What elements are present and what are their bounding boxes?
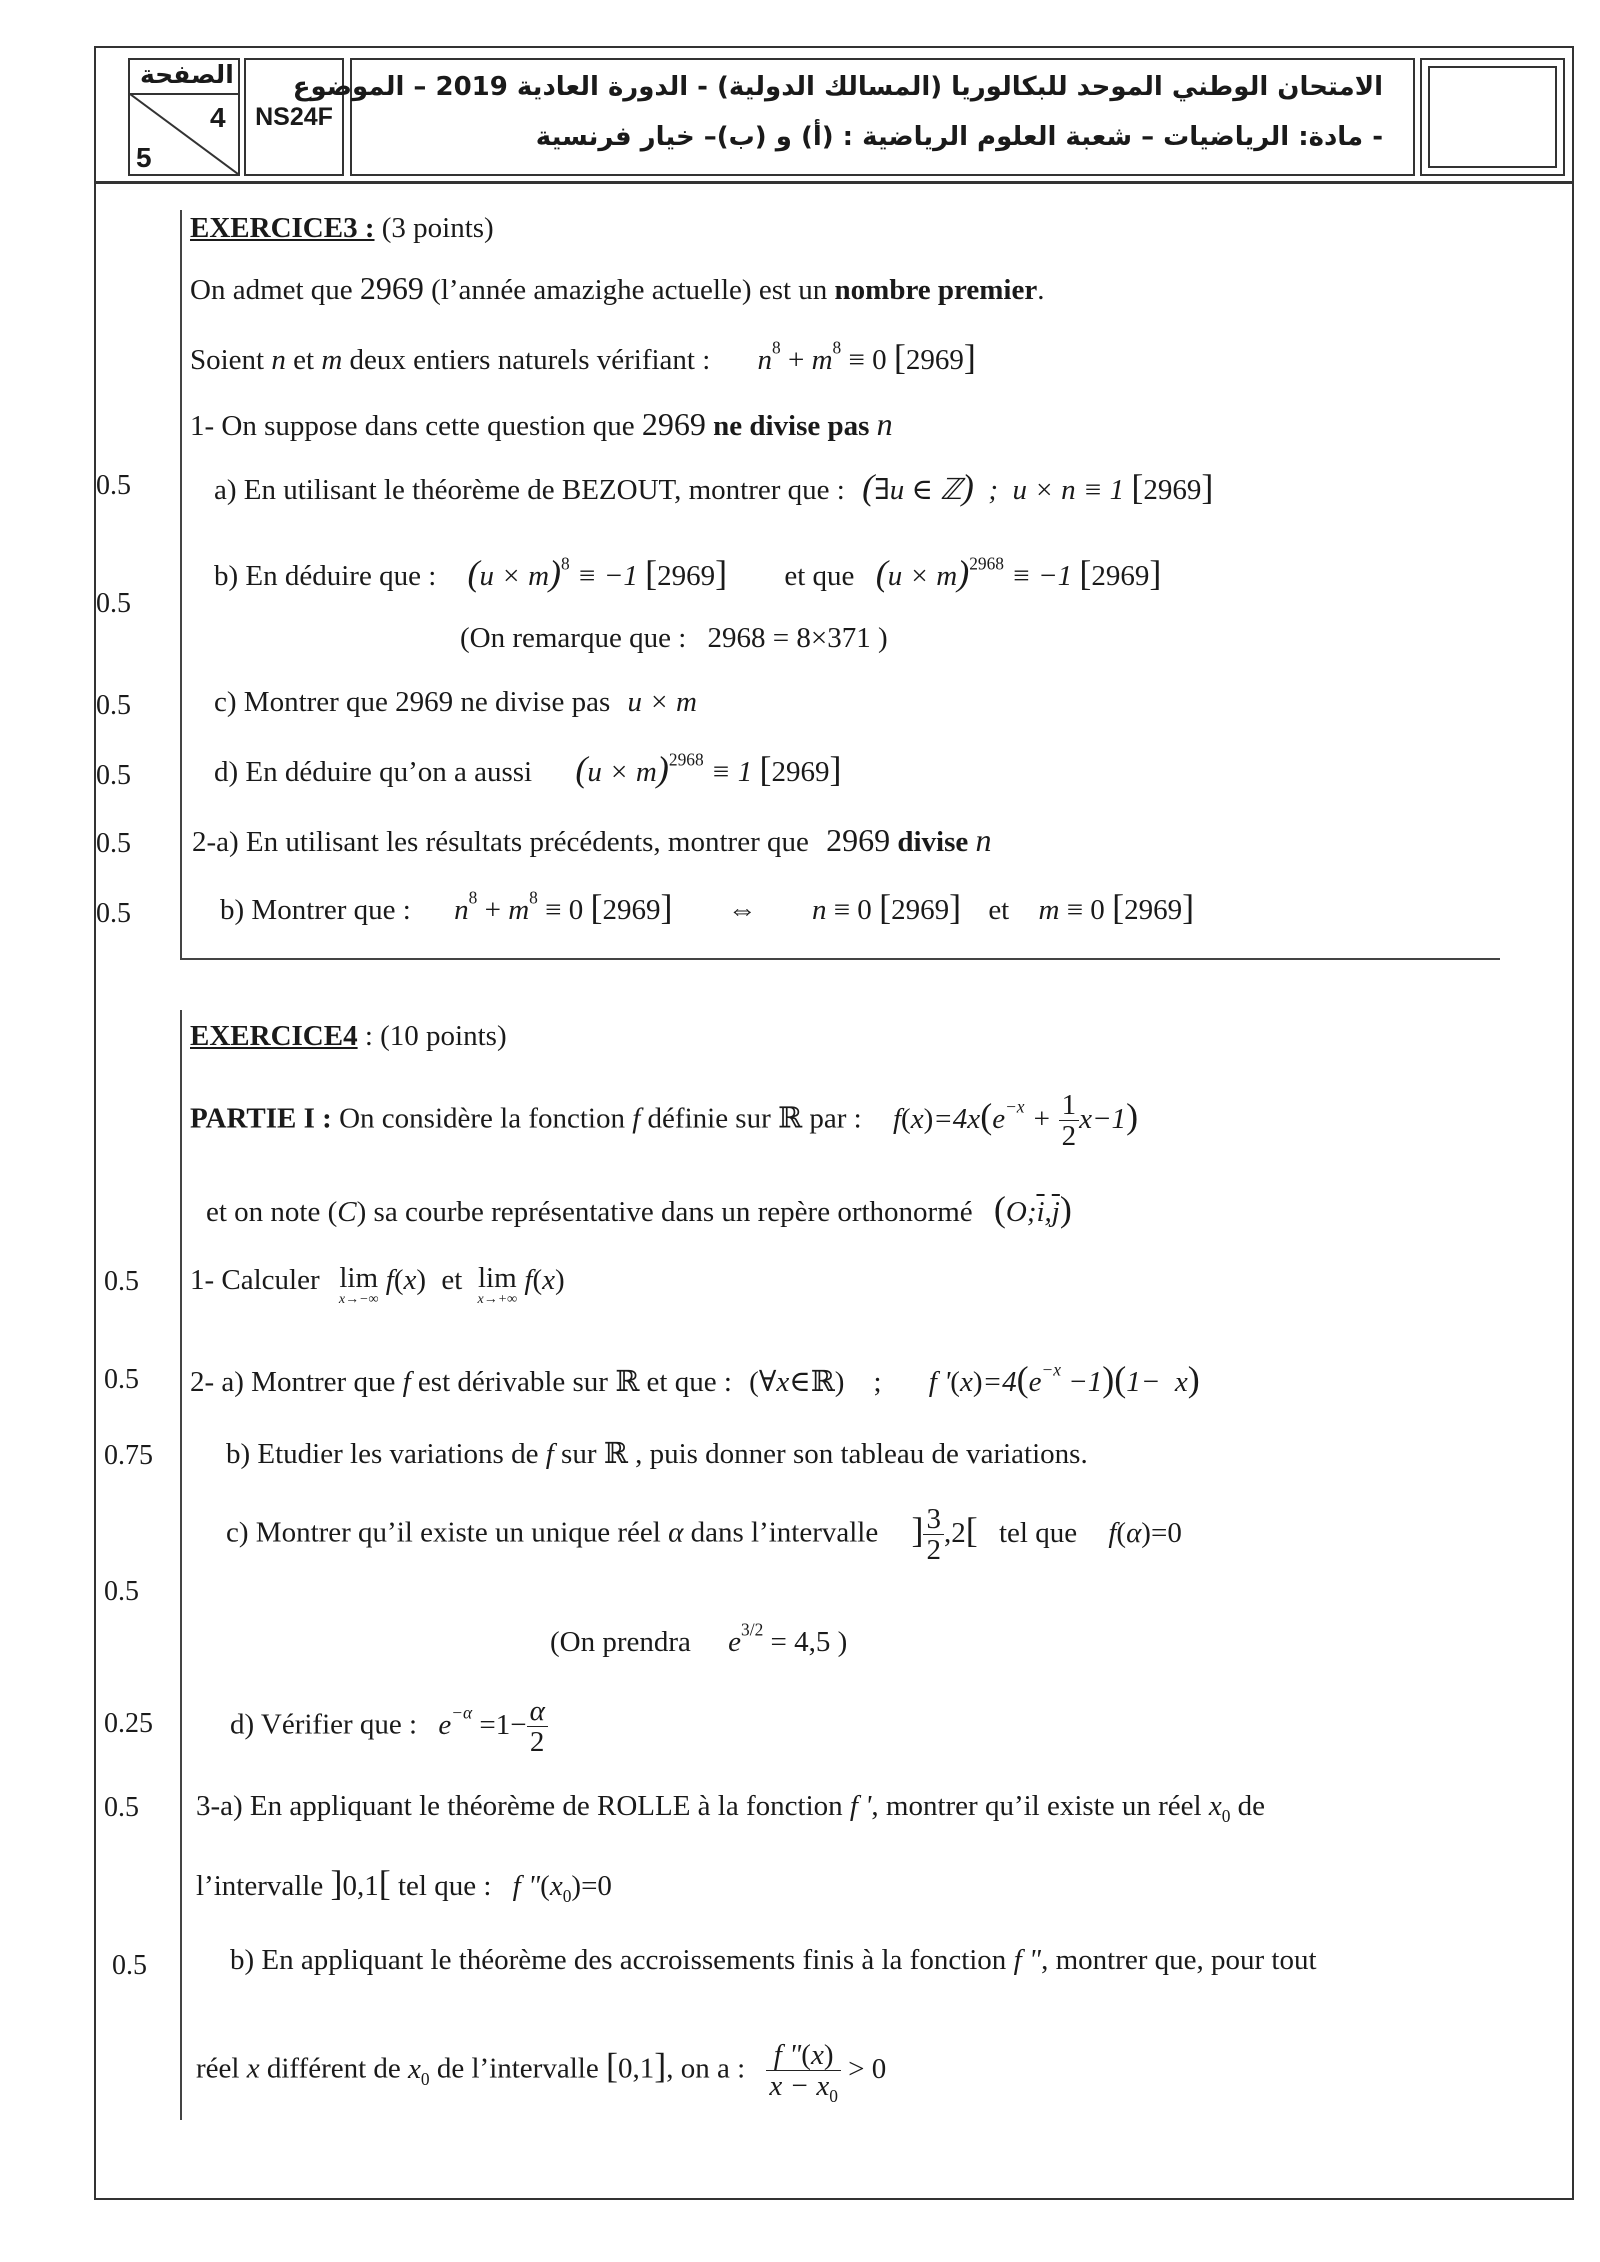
ex3-points-2b: 0.5 [96, 898, 131, 929]
ex4-points-2c: 0.5 [104, 1576, 139, 1607]
ex3-q1: 1- On suppose dans cette question que 2969 ne divise pas n [190, 406, 893, 442]
ex3-q2b: b) Montrer que : $n^8 + m^8 \equiv 0$ [2969] ⇔ n ≡ 0 [2969] et m ≡ 0 [2969] [220, 887, 1195, 927]
ex4-q3b: b) En appliquant le théorème des accroissements finis à la fonction f ", montrer que, pour tout [230, 1944, 1317, 1976]
ex3-hypothesis: $n^8 + m^8 \equiv 0$ [2969] [757, 337, 976, 377]
ex4-q2b: b) Etudier les variations de f sur ℝ , puis donner son tableau de variations. [226, 1438, 1088, 1470]
exam-code: NS24F [244, 58, 344, 176]
ex3-points-2a: 0.5 [96, 828, 131, 859]
ex4-points-2b: 0.75 [104, 1440, 153, 1471]
ex4-q3a-line2: l’intervalle ]0,1[ tel que : f "$(x_0)=0$ [196, 1863, 612, 1906]
ex4-q2d: d) Vérifier que : $e^{-\alpha} =1-$ $\frac{\alpha}{2}$ [230, 1696, 548, 1758]
ex3-q2a: 2-a) En utilisant les résultats précédents, montrer que 2969 divise n [192, 822, 992, 858]
ex4-q1: 1- Calculer lim x→−∞ f(x) et lim x→+∞ f(x) [190, 1262, 565, 1307]
ex4-left-rule [180, 1010, 182, 2120]
ex4-points-1: 0.5 [104, 1266, 139, 1297]
ex3-qc: c) Montrer que 2969 ne divise pas u × m [214, 686, 697, 718]
ex3-intro-2: Soient n et m deux entiers naturels vérifiant : $n^8 + m^8 \equiv 0$ [2969] [190, 337, 976, 377]
ex3-points-a: 0.5 [96, 470, 131, 501]
page-label: الصفحة [140, 60, 234, 89]
ex3-points-c: 0.5 [96, 690, 131, 721]
ex4-points-3b: 0.5 [112, 1950, 147, 1981]
ex3-qa: a) En utilisant le théorème de BEZOUT, montrer que : (∃u ∈ ℤ) ; u × n ≡ 1 [2969] [214, 467, 1214, 507]
ex4-title: EXERCICE4 : (10 points) [190, 1020, 507, 1052]
ex3-qb-remark: (On remarque que : 2968 = 8×371 ) [460, 622, 888, 654]
ex4-q2a: 2- a) Montrer que f est dérivable sur ℝ et que : (∀x∈ℝ) ; f '$(x)=4(e^{-x} -1)(1- x)$ [190, 1359, 1200, 1399]
ex3-qd: d) En déduire qu’on a aussi $(u \times m)^{2968} \equiv 1$ [2969] [214, 749, 842, 789]
ex4-q3a: 3-a) En appliquant le théorème de ROLLE à la fonction f ', montrer qu’il existe un réel $x_0$ de [196, 1790, 1266, 1826]
title-line-2: - مادة: الرياضيات – شعبة العلوم الرياضية : (أ) و (ب)– خيار فرنسية [535, 122, 1383, 152]
ex4-function-def: $f(x)=4x(e^{-x}$ + $\frac{1}{2}$ x−1) [892, 1089, 1139, 1153]
ex3-left-rule [180, 210, 182, 958]
ex3-title: EXERCICE3 : (3 points) [190, 212, 494, 244]
ex3-intro-1: On admet que 2969 (l’année amazighe actuelle) est un nombre premier. [190, 270, 1045, 306]
ex3-points-d: 0.5 [96, 760, 131, 791]
ex4-points-2d: 0.25 [104, 1708, 153, 1739]
ex4-q3b-line2: réel x différent de $x_0$ de l’intervalle [0,1], on a : $\frac{f "(x)}{x - x_0}$ > 0 [196, 2039, 887, 2107]
page-number: 4 [210, 102, 226, 133]
blank-box [1420, 58, 1565, 176]
page-total: 5 [136, 142, 152, 173]
ex4-points-2a: 0.5 [104, 1364, 139, 1395]
ex4-points-3a: 0.5 [104, 1792, 139, 1823]
ex3-qb: b) En déduire que : $(u \times m)^8 \equiv -1$ [2969] et que $(u \times m)^{2968} \equiv -1$ [2969] [214, 553, 1162, 593]
title-line-1: الامتحان الوطني الموحد للبكالوريا (المسالك الدولية) - الدورة العادية 2019 – الموضوع [292, 72, 1383, 102]
ex4-part1: PARTIE I : On considère la fonction f définie sur ℝ par : $f(x)=4x(e^{-x}$ + $\frac{1}{2}$ x−1) [190, 1089, 1139, 1153]
ex3-points-b: 0.5 [96, 588, 131, 619]
ex4-curve: et on note (C) sa courbe représentative dans un repère orthonormé $(O;\overline{i},\overline{j})$ [206, 1189, 1072, 1229]
ex3-bottom-rule [180, 958, 1500, 960]
ex4-q2c-remark: (On prendra $e^{3/2} = 4,5$ ) [550, 1619, 848, 1658]
ex4-q2c: c) Montrer qu’il existe un unique réel α dans l’intervalle ] $\frac{3}{2}$ ,2[ tel que f(α)=0 [226, 1503, 1182, 1567]
